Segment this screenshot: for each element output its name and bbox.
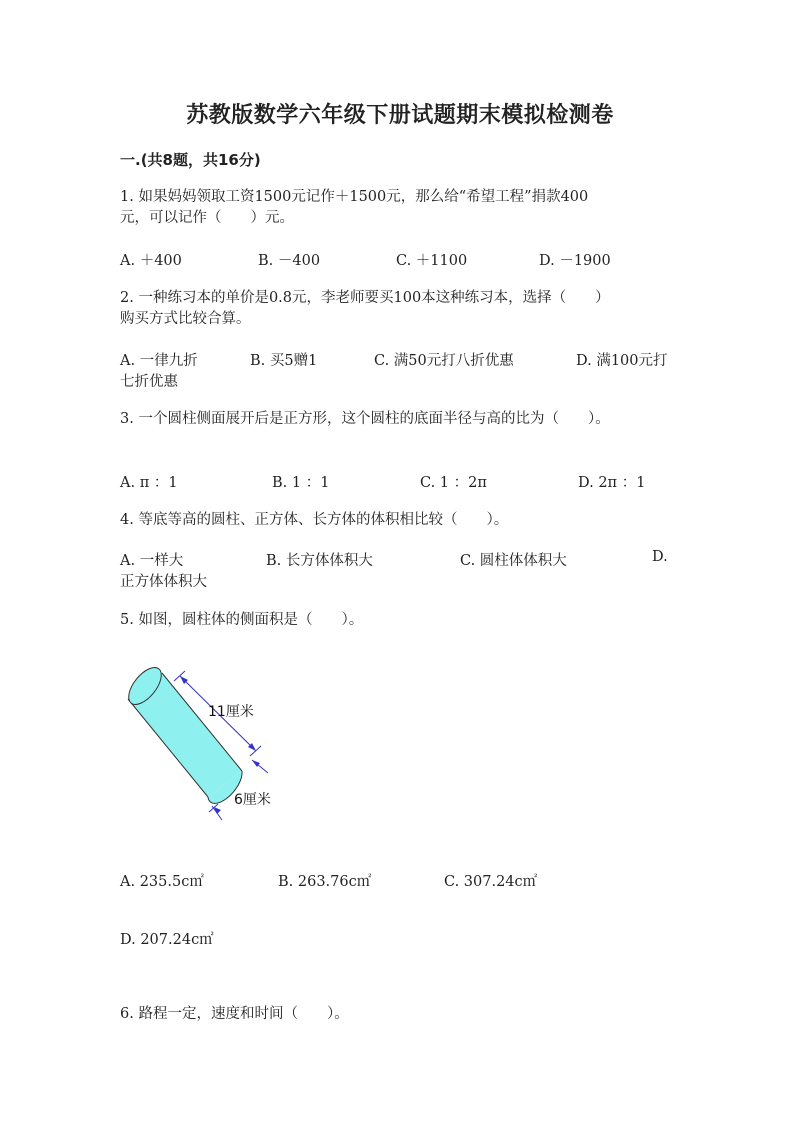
length-label: 11厘米 xyxy=(208,704,254,720)
question-3-option-c: C. 1 ：2π xyxy=(420,475,487,491)
question-2-line-1: 2. 一种练习本的单价是0.8元，李老师要买100本这种练习本，选择（ ） xyxy=(120,290,610,306)
question-4-option-a: A. 一样大 xyxy=(120,553,184,569)
question-4-option-d: D. xyxy=(652,549,668,565)
question-4-option-d-wrap: 正方体体积大 xyxy=(120,574,207,590)
question-6-stem: 6. 路程一定，速度和时间（ ）。 xyxy=(120,1006,349,1022)
question-3-stem: 3. 一个圆柱侧面展开后是正方形，这个圆柱的底面半径与高的比为（ ）。 xyxy=(120,411,610,427)
question-3-option-a: A. π ：1 xyxy=(120,475,178,491)
question-5-option-c: C. 307.24c㎡ xyxy=(444,874,538,890)
diameter-label: 6厘米 xyxy=(234,792,271,808)
question-1-line-2: 元，可以记作（ ）元。 xyxy=(120,210,294,226)
question-2-option-c: C. 满50元打八折优惠 xyxy=(374,353,514,369)
question-1-option-a: A. ＋400 xyxy=(120,253,182,269)
question-1-line-1: 1. 如果妈妈领取工资1500元记作＋1500元，那么给“希望工程”捐款400 xyxy=(120,189,589,205)
question-2-line-2: 购买方式比较合算。 xyxy=(120,311,251,327)
question-4-option-c: C. 圆柱体体积大 xyxy=(460,553,567,569)
cylinder-figure xyxy=(118,662,298,832)
question-3-option-b: B. 1 ：1 xyxy=(272,475,330,491)
question-1-option-d: D. －1900 xyxy=(539,253,611,269)
question-5-option-d: D. 207.24c㎡ xyxy=(120,932,214,948)
question-2-option-b: B. 买5赠1 xyxy=(250,353,318,369)
question-5-option-b: B. 263.76c㎡ xyxy=(278,874,372,890)
question-1-option-b: B. －400 xyxy=(258,253,321,269)
question-1-stem xyxy=(120,187,680,229)
page-title: 苏教版数学六年级下册试题期末模拟检测卷 xyxy=(186,103,614,128)
question-4-option-b: B. 长方体体积大 xyxy=(266,553,373,569)
question-3-option-d: D. 2π ：1 xyxy=(578,475,646,491)
question-2-stem xyxy=(120,288,680,330)
question-2-option-d-wrap: 七折优惠 xyxy=(120,374,178,390)
question-2-option-d: D. 满100元打 xyxy=(576,353,668,369)
question-5-option-a: A. 235.5c㎡ xyxy=(120,874,204,890)
question-1-option-c: C. ＋1100 xyxy=(396,253,468,269)
question-2-option-a: A. 一律九折 xyxy=(120,353,198,369)
section-heading: 一.(共8题，共16分) xyxy=(120,151,261,169)
question-5-stem: 5. 如图，圆柱体的侧面积是（ ）。 xyxy=(120,612,364,628)
question-4-stem: 4. 等底等高的圆柱、正方体、长方体的体积相比较（ ）。 xyxy=(120,512,509,528)
